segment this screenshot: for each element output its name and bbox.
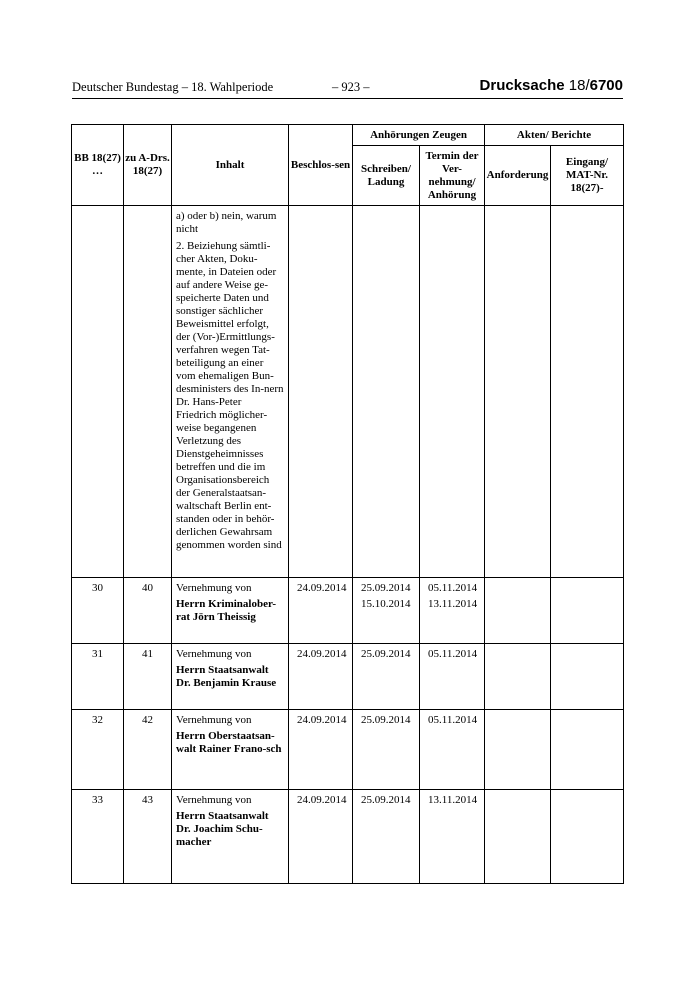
cell-termin (420, 790, 485, 884)
date: 15.10.2014 (361, 598, 411, 610)
cell-bb: 32 (72, 710, 124, 790)
table-row (72, 578, 624, 644)
cell-eingang (551, 578, 624, 644)
inhalt-label: Vernehmung von (176, 794, 252, 806)
cell-schreiben (353, 644, 420, 710)
cell-empty (420, 206, 485, 578)
drucksache-number-bold: 6700 (589, 77, 623, 94)
col-group-akten: Akten/ Berichte (485, 125, 624, 146)
cell-beschlossen (289, 710, 353, 790)
date: 25.09.2014 (361, 794, 411, 806)
cell-empty (72, 206, 124, 578)
col-header-bb: BB 18(27) … (72, 125, 124, 206)
col-header-beschlossen: Beschlos-sen (289, 125, 353, 206)
cell-inhalt (172, 790, 289, 884)
cell-beschlossen (289, 644, 353, 710)
cell-beschlossen (289, 578, 353, 644)
inhalt-paragraph: a) oder b) nein, warum nicht (176, 210, 277, 235)
cell-bb: 31 (72, 644, 124, 710)
date: 13.11.2014 (428, 794, 478, 806)
col-header-inhalt: Inhalt (172, 125, 289, 206)
cell-anforderung (485, 578, 551, 644)
cell-inhalt (172, 710, 289, 790)
cell-termin (420, 644, 485, 710)
cell-anforderung (485, 790, 551, 884)
cell-termin (420, 710, 485, 790)
cell-schreiben (353, 710, 420, 790)
cell-zu-a-drs: 40 (124, 578, 172, 644)
date: 25.09.2014 (361, 582, 411, 594)
cell-zu-a-drs: 43 (124, 790, 172, 884)
cell-termin (420, 578, 485, 644)
date: 24.09.2014 (297, 794, 347, 806)
cell-empty (551, 206, 624, 578)
witness-name: Herrn Staatsanwalt Dr. Benjamin Krause (176, 664, 277, 689)
cell-beschlossen (289, 790, 353, 884)
table-header (72, 125, 624, 206)
table-row-continuation (72, 206, 624, 578)
col-header-termin: Termin der Ver-nehmung/ Anhörung (420, 146, 485, 206)
cell-inhalt-continuation (172, 206, 289, 578)
date: 25.09.2014 (361, 714, 411, 726)
cell-bb: 30 (72, 578, 124, 644)
date: 05.11.2014 (428, 582, 478, 594)
page-number: – 923 – (332, 80, 370, 94)
drucksache-number-plain: 18/ (568, 77, 590, 94)
drucksache-word: Drucksache (479, 77, 565, 94)
cell-eingang (551, 790, 624, 884)
col-header-schreiben: Schreiben/ Ladung (353, 146, 420, 206)
cell-eingang (551, 644, 624, 710)
date: 24.09.2014 (297, 714, 347, 726)
cell-zu-a-drs: 42 (124, 710, 172, 790)
inhalt-label: Vernehmung von (176, 582, 252, 594)
drucksache-label (480, 77, 623, 94)
witness-name: Herrn Oberstaatsan-walt Rainer Frano-sch (176, 730, 282, 755)
parliament-title: Deutscher Bundestag – 18. Wahlperiode (72, 80, 274, 94)
cell-empty (289, 206, 353, 578)
cell-zu-a-drs: 41 (124, 644, 172, 710)
col-header-anforderung: Anforderung (485, 146, 551, 206)
inhalt-label: Vernehmung von (176, 648, 252, 660)
table-row (72, 790, 624, 884)
cell-anforderung (485, 710, 551, 790)
date: 05.11.2014 (428, 648, 478, 660)
cell-empty (353, 206, 420, 578)
table-row (72, 710, 624, 790)
cell-empty (485, 206, 551, 578)
proceedings-table (71, 124, 624, 884)
inhalt-paragraph: 2. Beiziehung sämtli-cher Akten, Doku-mente, in Dateien oder auf andere Weise ge-speicherte Daten und sonstiger sächlicher Beweismittel erfolgt, der (Vor-)Ermittlungs-verfahren wegen Tat-beteiligung an einer vom ehemaligen Bun-desministers des In-nern Dr. Hans-Peter Friedrich möglicher-weise begangenen Verletzung des Dienstgeheimnisses betreffen und die im Organisationsbereich der Generalstaatsan-waltschaft Berlin ent-standen oder in behör-derlichen Gewahrsam genommen worden sind (176, 240, 284, 551)
cell-bb: 33 (72, 790, 124, 884)
cell-empty (124, 206, 172, 578)
table-row (72, 644, 624, 710)
col-header-zu-a-drs: zu A-Drs. 18(27) (124, 125, 172, 206)
page-header (72, 78, 623, 99)
cell-anforderung (485, 644, 551, 710)
date: 24.09.2014 (297, 648, 347, 660)
col-group-anhoerungen: Anhörungen Zeugen (353, 125, 485, 146)
witness-name: Herrn Staatsanwalt Dr. Joachim Schu-macher (176, 810, 269, 848)
witness-name: Herrn Kriminalober-rat Jörn Theissig (176, 598, 277, 623)
date: 25.09.2014 (361, 648, 411, 660)
date: 05.11.2014 (428, 714, 478, 726)
date: 24.09.2014 (297, 582, 347, 594)
inhalt-label: Vernehmung von (176, 714, 252, 726)
col-header-eingang: Eingang/ MAT-Nr. 18(27)- (551, 146, 624, 206)
cell-inhalt (172, 578, 289, 644)
cell-inhalt (172, 644, 289, 710)
cell-eingang (551, 710, 624, 790)
date: 13.11.2014 (428, 598, 478, 610)
cell-schreiben (353, 790, 420, 884)
cell-schreiben (353, 578, 420, 644)
